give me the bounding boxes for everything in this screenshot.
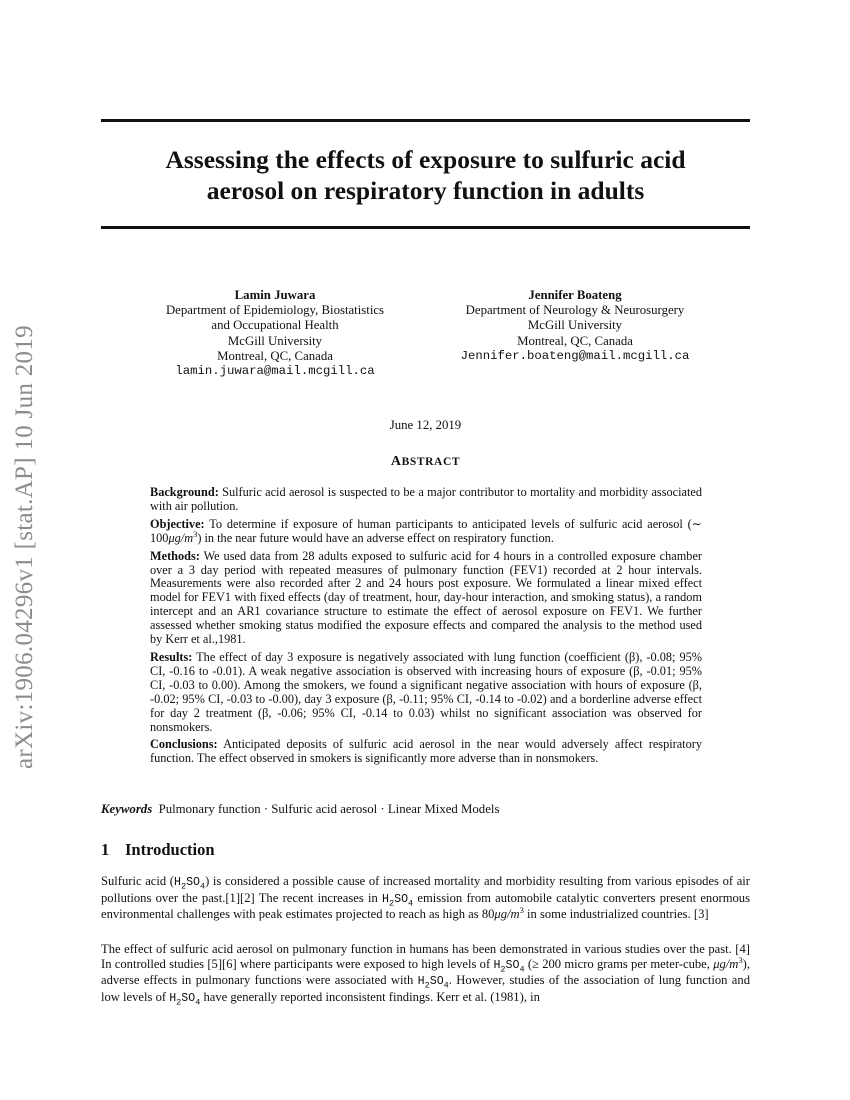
intro-paragraph-1	[101, 874, 750, 922]
abstract-conclusions	[150, 738, 702, 766]
formula-sub: 4	[519, 963, 525, 974]
h2so4-formula	[382, 893, 413, 906]
intro-unit-exponent: 3	[738, 954, 743, 965]
formula-h: H	[169, 991, 177, 1005]
formula-so: SO	[429, 975, 444, 989]
formula-so: SO	[394, 892, 409, 906]
author-email[interactable]: lamin.juwara@mail.mcgill.ca	[175, 364, 375, 379]
author-university: McGill University	[227, 333, 323, 348]
title-line-2: aerosol on respiratory function in adults	[206, 176, 645, 205]
abstract-body	[150, 486, 702, 770]
intro-text: ), adverse effects in pulmonary functions were associated with	[101, 956, 750, 988]
abstract-heading-initial: A	[390, 454, 402, 469]
intro-unit: μg/m	[494, 907, 520, 922]
objective-text: To determine if exposure of human participants to anticipated levels of sulfuric acid aerosol (∼ 100	[150, 516, 702, 545]
formula-sub: 4	[200, 881, 206, 892]
author-location: Montreal, QC, Canada	[517, 333, 633, 348]
results-text: The effect of day 3 exposure is negatively associated with lung function (coefficient (β), -0.08; 95% CI, -0.16 to -0.01). A weak negative association is observed with increasing hours of exposure (β, -0.01; 95% CI, -0.03 to 0.00). Among the smokers, we found a significant negative association with hours of exposure (β, -0.02; 95% CI, -0.03 to -0.00), day 3 exposure (β, -0.11; 95% CI, -0.14 to -0.02) and a borderline adverse effect for day 2 treatment (β, -0.06; 95% CI, -0.14 to 0.03) whilst no significant association was observed for nonsmokers.	[150, 649, 702, 734]
background-text: Sulfuric acid aerosol is suspected to be a major contributor to mortality and morbidity associated with air pollution.	[150, 485, 703, 513]
abstract-results	[150, 651, 702, 734]
intro-text: . However, studies of the association of lung function and low levels of	[101, 973, 750, 1004]
objective-label: Objective:	[150, 516, 205, 531]
h2so4-formula	[174, 876, 206, 892]
arxiv-side-stamp	[3, 297, 47, 797]
section-number: 1	[101, 840, 110, 859]
formula-so: SO	[186, 876, 200, 889]
results-label: Results:	[150, 649, 193, 664]
keywords-text: Pulmonary function · Sulfuric acid aerosol · Linear Mixed Models	[158, 802, 500, 816]
conclusions-text: Anticipated deposits of sulfuric acid aerosol in the near would adversely affect respiratory function. The effect observed in smokers is significantly more adverse than in nonsmokers.	[150, 737, 702, 766]
formula-so: SO	[181, 991, 196, 1005]
intro-text: ) is considered a possible cause of increased mortality and morbidity resulting from various episodes of air pollutions over the past.[1][2] The recent increases in	[101, 874, 750, 905]
abstract-methods	[150, 550, 702, 647]
intro-paragraph-2	[101, 942, 750, 1006]
paper-title	[101, 144, 750, 206]
h2so4-formula	[417, 975, 449, 991]
intro-paragraph-2-text	[101, 942, 750, 1006]
formula-h: H	[417, 975, 425, 989]
h2so4-formula	[493, 959, 524, 972]
objective-text-cont: ) in the near future would have an adverse effect on respiratory function.	[197, 530, 554, 545]
objective-unit: μg/m	[168, 530, 194, 545]
methods-label: Methods:	[150, 548, 200, 563]
formula-sub: 4	[443, 980, 449, 991]
background-label: Background:	[150, 485, 219, 499]
title-line-1: Assessing the effects of exposure to sulfuric acid	[165, 145, 686, 174]
objective-unit-exponent: 3	[193, 528, 198, 539]
keywords-label: Keywords	[101, 802, 153, 816]
intro-text: The effect of sulfuric acid aerosol on pulmonary function in humans has been demonstrated in various studies over the past. [4] In controlled studies [5][6] where participants were exposed to high levels of	[101, 942, 750, 971]
abstract-objective	[150, 518, 702, 546]
formula-h: H	[382, 892, 390, 906]
intro-text: (≥ 200 micro grams per meter-cube,	[524, 956, 714, 971]
formula-sub: 2	[424, 980, 430, 991]
section-title: Introduction	[125, 840, 215, 859]
keywords-line	[101, 802, 750, 817]
formula-sub: 2	[180, 881, 187, 892]
section-heading	[101, 840, 215, 860]
author-department-cont: and Occupational Health	[211, 318, 339, 333]
intro-paragraph-1-text	[101, 874, 750, 922]
intro-unit: μg/m	[713, 956, 739, 971]
intro-text: Sulfuric acid (	[101, 874, 174, 888]
author-university: McGill University	[527, 318, 623, 333]
abstract-background	[150, 486, 702, 514]
author-name: Lamin Juwara	[234, 288, 316, 302]
intro-text: have generally reported inconsistent findings. Kerr et al. (1981), in	[200, 989, 540, 1004]
author-department: Department of Epidemiology, Biostatistics	[165, 303, 385, 318]
formula-sub: 2	[176, 997, 182, 1008]
formula-sub: 4	[408, 897, 414, 908]
arxiv-identifier[interactable]: arXiv:1906.04296v1 [stat.AP] 10 Jun 2019	[11, 325, 38, 769]
title-top-rule	[101, 119, 750, 122]
publication-date: June 12, 2019	[389, 418, 462, 432]
formula-sub: 2	[500, 963, 506, 974]
formula-h: H	[174, 876, 181, 889]
h2so4-formula	[169, 991, 201, 1008]
intro-unit-exponent: 3	[519, 905, 524, 915]
author-block-2	[440, 288, 710, 364]
conclusions-label: Conclusions:	[150, 737, 218, 752]
formula-sub: 2	[389, 897, 395, 908]
author-block-1	[145, 288, 405, 379]
author-department: Department of Neurology & Neurosurgery	[465, 303, 685, 318]
methods-text: We used data from 28 adults exposed to sulfuric acid for 4 hours in a controlled exposure chamber over a 3 day period with repeated measures of pulmonary function (FEV1) recorded at 2 hour intervals. Measurements were also recorded after 2 and 24 hours post exposure. We formulated a linear mixed effect model for FEV1 with fixed effects (day of treatment, hour, day-hour interaction, and smoking status), a random intercept and an AR1 covariance structure to estimate the effect of aerosol exposure on FEV1. We further assessed whether smoking status modified the exposure effects and compared the analysis to the method used by Kerr et al.,1981.	[150, 548, 702, 647]
author-email[interactable]: Jennifer.boateng@mail.mcgill.ca	[460, 348, 690, 363]
abstract-heading-rest: BSTRACT	[401, 456, 461, 468]
author-location: Montreal, QC, Canada	[217, 348, 333, 363]
abstract-heading	[101, 454, 750, 470]
formula-so: SO	[505, 958, 520, 972]
title-bottom-rule	[101, 226, 750, 229]
formula-sub: 4	[195, 997, 201, 1008]
formula-h: H	[493, 958, 501, 972]
intro-text: emission from automobile catalytic converters present enormous environmental challenges with peak estimates projected to reach as high as 80	[101, 890, 750, 922]
author-name: Jennifer Boateng	[528, 288, 622, 302]
intro-text: in some industrialized countries. [3]	[523, 907, 709, 922]
